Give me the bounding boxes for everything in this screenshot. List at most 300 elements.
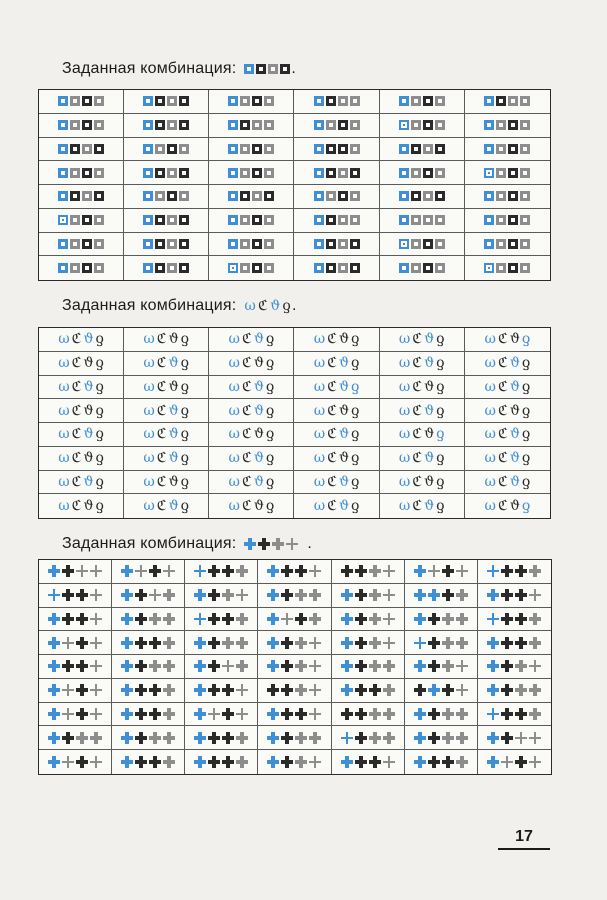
dark-cross-icon <box>442 589 454 601</box>
blue-cross-icon <box>194 660 206 672</box>
dark-cross-icon <box>76 613 88 625</box>
grid-cell <box>258 608 331 632</box>
grid-cell <box>112 608 185 632</box>
gray-square-icon <box>338 263 348 273</box>
gray-cross-icon <box>369 708 381 720</box>
dark-swirl-icon: ℭ <box>156 450 167 467</box>
dark-cross-icon <box>135 637 147 649</box>
dark-cross-icon <box>355 732 367 744</box>
grid-cell <box>405 750 478 774</box>
gray-thin-cross-icon <box>428 565 440 577</box>
dark-square-icon <box>94 144 104 154</box>
gray-thin-cross-icon <box>236 684 248 696</box>
grid-cell <box>39 679 112 703</box>
grid-cell <box>209 494 294 518</box>
grid-cell <box>465 376 550 400</box>
grid-cell <box>478 584 551 608</box>
dark-cross-icon <box>295 613 307 625</box>
dark-swirl-icon: ƍ <box>521 378 531 395</box>
dark-cross-icon <box>62 613 74 625</box>
dark-square-icon <box>326 239 336 249</box>
dark-swirl-icon: ϑ <box>253 355 264 372</box>
dark-cross-icon <box>295 565 307 577</box>
blue-thin-cross-icon <box>194 565 206 577</box>
grid-cell <box>124 447 209 471</box>
dark-swirl-icon: ϑ <box>338 402 349 419</box>
blue-cross-icon <box>341 613 353 625</box>
blue-cross-icon <box>194 589 206 601</box>
title-dot: . <box>307 535 313 552</box>
blue-cross-icon <box>414 732 426 744</box>
blue-square-icon <box>58 215 68 225</box>
blue-swirl-icon: ω <box>398 450 411 467</box>
blue-cross-icon <box>414 708 426 720</box>
gray-cross-icon <box>222 637 234 649</box>
grid-cell <box>39 399 124 423</box>
blue-square-icon <box>143 239 153 249</box>
dark-swirl-icon: ƍ <box>180 473 190 490</box>
gray-thin-cross-icon <box>62 756 74 768</box>
dark-square-icon <box>423 96 433 106</box>
blue-square-icon <box>143 168 153 178</box>
dark-square-icon <box>508 168 518 178</box>
dark-swirl-icon: ƍ <box>95 450 104 467</box>
grid-cell <box>124 352 209 376</box>
gray-thin-cross-icon <box>456 565 468 577</box>
dark-cross-icon <box>515 613 527 625</box>
blue-square-icon <box>484 144 494 154</box>
dark-square-icon <box>423 168 433 178</box>
grid-cell <box>39 584 112 608</box>
grid-cell <box>112 726 185 750</box>
blue-swirl-icon: ω <box>484 450 496 467</box>
grid-cell <box>332 750 405 774</box>
dark-swirl-icon: ƍ <box>180 450 190 467</box>
blue-cross-icon <box>414 565 426 577</box>
blue-swirl-icon: ω <box>313 450 326 467</box>
gray-square-icon <box>435 215 445 225</box>
grid-cell <box>209 399 294 423</box>
dark-cross-icon <box>149 565 161 577</box>
gray-cross-icon <box>236 660 248 672</box>
dark-swirl-icon: ƍ <box>95 402 104 419</box>
blue-swirl-icon: ω <box>228 402 240 419</box>
grid-cell <box>294 114 379 138</box>
grid-cell <box>185 608 258 632</box>
gray-square-icon <box>264 263 274 273</box>
blue-square-icon <box>228 215 238 225</box>
grid-cell <box>294 376 379 400</box>
gray-thin-cross-icon <box>90 684 102 696</box>
dark-square-icon <box>411 191 421 201</box>
gray-thin-cross-icon <box>309 565 321 577</box>
dark-square-icon <box>423 239 433 249</box>
blue-square-icon <box>58 120 68 130</box>
dark-swirl-icon: ℭ <box>412 426 423 443</box>
blue-swirl-icon: ω <box>398 355 411 372</box>
grid-cell <box>39 471 124 495</box>
gray-square-icon <box>82 144 92 154</box>
grid-cell <box>294 185 379 209</box>
gray-thin-cross-icon <box>501 756 513 768</box>
gray-square-icon <box>167 239 177 249</box>
gray-cross-icon <box>90 732 102 744</box>
gray-thin-cross-icon <box>236 708 248 720</box>
blue-swirl-icon: ϑ <box>168 426 179 443</box>
gray-cross-icon <box>295 756 307 768</box>
grid-cell <box>380 423 465 447</box>
dark-swirl-icon: ƍ <box>95 426 104 443</box>
dark-swirl-icon: ϑ <box>424 426 435 443</box>
gray-square-icon <box>70 263 80 273</box>
blue-cross-icon <box>121 756 133 768</box>
grid-cell <box>465 328 550 352</box>
blue-swirl-icon: ϑ <box>338 378 349 395</box>
blue-swirl-icon: ϑ <box>253 378 264 395</box>
blue-swirl-icon: ω <box>143 450 155 467</box>
grid-cell <box>258 655 331 679</box>
gray-cross-icon <box>163 708 175 720</box>
grid-cell <box>112 655 185 679</box>
dark-swirl-icon: ϑ <box>83 402 94 419</box>
gray-thin-cross-icon <box>309 708 321 720</box>
dark-cross-icon <box>355 565 367 577</box>
blue-thin-cross-icon <box>194 613 206 625</box>
dark-swirl-icon: ℭ <box>71 355 82 372</box>
grid-cell <box>478 631 551 655</box>
grid-cell <box>465 233 550 257</box>
dark-swirl-icon: ℭ <box>156 402 167 419</box>
dark-cross-icon <box>135 732 147 744</box>
blue-swirl-icon: ϑ <box>168 450 179 467</box>
gray-square-icon <box>338 168 348 178</box>
gray-square-icon <box>240 144 250 154</box>
gray-cross-icon <box>163 613 175 625</box>
dark-swirl-icon: ℭ <box>412 402 423 419</box>
grid-cell <box>124 328 209 352</box>
blue-swirl-icon: ω <box>398 331 411 348</box>
gray-cross-icon <box>442 637 454 649</box>
gray-square-icon <box>435 168 445 178</box>
dark-swirl-icon: ƍ <box>95 378 104 395</box>
dark-square-icon <box>94 191 104 201</box>
gray-square-icon <box>326 120 336 130</box>
grid-cell <box>124 233 209 257</box>
dark-cross-icon <box>208 732 220 744</box>
grid-cell <box>39 90 124 114</box>
blue-square-icon <box>314 144 324 154</box>
dark-swirl-icon: ℭ <box>241 355 252 372</box>
dark-swirl-icon: ℭ <box>327 355 337 372</box>
gray-square-icon <box>264 120 274 130</box>
blue-swirl-icon: ω <box>143 473 155 490</box>
blue-square-icon <box>314 96 324 106</box>
blue-cross-icon <box>48 660 60 672</box>
blue-swirl-icon: ω <box>58 498 70 515</box>
gray-square-icon <box>520 215 530 225</box>
blue-cross-icon <box>267 708 279 720</box>
gray-cross-icon <box>295 637 307 649</box>
dark-swirl-icon: ƍ <box>436 331 445 348</box>
grid-cell <box>332 584 405 608</box>
blue-swirl-icon: ƍ <box>521 331 531 348</box>
blue-swirl-icon: ω <box>58 402 70 419</box>
gray-square-icon <box>508 96 518 106</box>
dark-swirl-icon: ƍ <box>265 426 275 443</box>
grid-cell <box>380 376 465 400</box>
dark-cross-icon <box>76 684 88 696</box>
dark-square-icon <box>256 64 266 74</box>
blue-cross-icon <box>341 660 353 672</box>
blue-swirl-icon: ϑ <box>424 498 435 515</box>
dark-swirl-icon: ƍ <box>265 498 275 515</box>
blue-square-icon <box>228 168 238 178</box>
gray-cross-icon <box>295 589 307 601</box>
grid-cell <box>380 161 465 185</box>
blue-square-icon <box>399 120 409 130</box>
gray-thin-cross-icon <box>456 684 468 696</box>
grid-cell <box>332 608 405 632</box>
dark-cross-icon <box>62 565 74 577</box>
dark-cross-icon <box>208 637 220 649</box>
dark-swirl-icon: ϑ <box>253 498 264 515</box>
grid-cell <box>332 679 405 703</box>
gray-square-icon <box>94 215 104 225</box>
blue-square-icon <box>244 64 254 74</box>
gray-cross-icon <box>442 613 454 625</box>
blue-square-icon <box>143 191 153 201</box>
grid-cell <box>465 447 550 471</box>
gray-thin-cross-icon <box>529 589 541 601</box>
gray-cross-icon <box>295 732 307 744</box>
gray-thin-cross-icon <box>90 637 102 649</box>
gray-square-icon <box>240 168 250 178</box>
grid-cell <box>294 352 379 376</box>
dark-swirl-icon: ϑ <box>509 402 520 419</box>
grid-cell <box>332 631 405 655</box>
dark-swirl-icon: ℭ <box>156 473 167 490</box>
dark-square-icon <box>155 168 165 178</box>
gray-square-icon <box>94 263 104 273</box>
gray-square-icon <box>435 120 445 130</box>
gray-square-icon <box>326 191 336 201</box>
grid-cell <box>39 256 124 280</box>
dark-swirl-icon: ƍ <box>436 378 445 395</box>
blue-square-icon <box>58 168 68 178</box>
dark-swirl-icon: ℭ <box>71 426 82 443</box>
page-number: 17 <box>498 828 550 850</box>
grid-cell <box>380 209 465 233</box>
blue-swirl-icon: ϑ <box>83 331 94 348</box>
dark-swirl-icon: ℭ <box>241 402 252 419</box>
gray-cross-icon <box>456 708 468 720</box>
dark-cross-icon <box>222 732 234 744</box>
dark-square-icon <box>326 168 336 178</box>
dark-square-icon <box>264 191 274 201</box>
blue-square-icon <box>484 191 494 201</box>
dark-swirl-icon: ƍ <box>521 473 531 490</box>
blue-cross-icon <box>48 708 60 720</box>
blue-swirl-icon: ϑ <box>253 331 264 348</box>
grid-cell <box>124 161 209 185</box>
grid-cell <box>209 352 294 376</box>
gray-cross-icon <box>236 732 248 744</box>
dark-cross-icon <box>515 708 527 720</box>
dark-swirl-icon: ℭ <box>412 378 423 395</box>
grid-cell <box>465 114 550 138</box>
grid-cell <box>112 631 185 655</box>
gray-square-icon <box>350 120 360 130</box>
dark-square-icon <box>179 263 189 273</box>
blue-square-icon <box>314 120 324 130</box>
gray-square-icon <box>240 215 250 225</box>
blue-cross-icon <box>428 684 440 696</box>
blue-square-icon <box>399 144 409 154</box>
blue-square-icon <box>399 168 409 178</box>
dark-cross-icon <box>135 756 147 768</box>
blue-square-icon <box>228 120 238 130</box>
dark-square-icon <box>82 239 92 249</box>
gray-cross-icon <box>295 684 307 696</box>
blue-cross-icon <box>121 732 133 744</box>
dark-swirl-icon: ℭ <box>327 450 337 467</box>
gray-square-icon <box>264 215 274 225</box>
grid-cell <box>39 447 124 471</box>
dark-cross-icon <box>281 565 293 577</box>
blue-square-icon <box>399 239 409 249</box>
blue-swirl-icon: ϑ <box>338 426 349 443</box>
dark-cross-icon <box>281 732 293 744</box>
dark-swirl-icon: ƍ <box>265 473 275 490</box>
blue-cross-icon <box>48 756 60 768</box>
grid-cell <box>209 423 294 447</box>
dark-swirl-icon: ƍ <box>282 298 291 314</box>
grid-cell <box>185 584 258 608</box>
blue-thin-cross-icon <box>414 637 426 649</box>
gray-square-icon <box>70 96 80 106</box>
grid-cell <box>39 631 112 655</box>
blue-swirl-icon: ω <box>313 402 326 419</box>
gray-square-icon <box>94 168 104 178</box>
gray-cross-icon <box>369 637 381 649</box>
blue-thin-cross-icon <box>48 589 60 601</box>
dark-cross-icon <box>76 637 88 649</box>
gray-cross-icon <box>369 660 381 672</box>
dark-cross-icon <box>208 684 220 696</box>
blue-swirl-icon: ω <box>58 473 70 490</box>
blue-cross-icon <box>194 637 206 649</box>
dark-swirl-icon: ƍ <box>265 402 275 419</box>
dark-swirl-icon: ϑ <box>83 498 94 515</box>
dark-cross-icon <box>442 756 454 768</box>
grid-cell <box>39 494 124 518</box>
blue-swirl-icon: ω <box>143 498 155 515</box>
gray-square-icon <box>411 215 421 225</box>
blue-swirl-icon: ƍ <box>521 498 531 515</box>
blue-square-icon <box>314 191 324 201</box>
grid-cell <box>124 185 209 209</box>
gray-square-icon <box>496 239 506 249</box>
dark-cross-icon <box>62 589 74 601</box>
grid-cell <box>332 655 405 679</box>
gray-cross-icon <box>163 756 175 768</box>
blue-cross-icon <box>121 613 133 625</box>
gray-thin-cross-icon <box>149 589 161 601</box>
gray-square-icon <box>496 120 506 130</box>
dark-swirl-icon: ℭ <box>71 498 82 515</box>
dark-swirl-icon: ƍ <box>180 426 190 443</box>
gray-square-icon <box>411 96 421 106</box>
dark-swirl-icon: ℭ <box>412 331 423 348</box>
dark-square-icon <box>350 239 360 249</box>
gray-square-icon <box>179 144 189 154</box>
dark-cross-icon <box>428 708 440 720</box>
dark-swirl-icon: ƍ <box>180 378 190 395</box>
grid-cell <box>209 209 294 233</box>
title-text: Заданная комбинация: <box>62 535 237 552</box>
dark-square-icon <box>508 120 518 130</box>
grid-cell <box>185 655 258 679</box>
dark-swirl-icon: ℭ <box>497 355 508 372</box>
dark-swirl-icon: ϑ <box>424 378 435 395</box>
gray-square-icon <box>411 168 421 178</box>
blue-swirl-icon: ω <box>484 331 496 348</box>
gray-thin-cross-icon <box>281 613 293 625</box>
blue-cross-icon <box>414 613 426 625</box>
grid-cell <box>380 185 465 209</box>
grid-cell <box>465 494 550 518</box>
blue-swirl-icon: ϑ <box>253 402 264 419</box>
dark-swirl-icon: ƍ <box>95 331 104 348</box>
gray-square-icon <box>520 191 530 201</box>
dark-swirl-icon: ℭ <box>327 426 337 443</box>
dark-square-icon <box>280 64 290 74</box>
dark-cross-icon <box>135 660 147 672</box>
blue-swirl-icon: ω <box>228 331 240 348</box>
gray-square-icon <box>496 191 506 201</box>
dark-cross-icon <box>76 708 88 720</box>
blue-swirl-icon: ƍ <box>436 426 445 443</box>
grid-cell <box>332 703 405 727</box>
grid-cell <box>124 494 209 518</box>
dark-square-icon <box>411 144 421 154</box>
grid-cell <box>405 703 478 727</box>
blue-cross-icon <box>414 756 426 768</box>
blue-square-icon <box>58 263 68 273</box>
dark-square-icon <box>508 239 518 249</box>
gray-thin-cross-icon <box>515 732 527 744</box>
dark-cross-icon <box>208 613 220 625</box>
blue-cross-icon <box>267 637 279 649</box>
blue-cross-icon <box>487 660 499 672</box>
grid-cell <box>185 726 258 750</box>
grid-cell <box>124 471 209 495</box>
gray-square-icon <box>240 239 250 249</box>
dark-square-icon <box>338 120 348 130</box>
dark-swirl-icon: ƍ <box>350 331 360 348</box>
dark-square-icon <box>179 215 189 225</box>
blue-swirl-icon: ϑ <box>509 473 520 490</box>
grid-cell <box>465 161 550 185</box>
dark-cross-icon <box>341 565 353 577</box>
blue-square-icon <box>314 168 324 178</box>
grid-cell <box>185 560 258 584</box>
dark-swirl-icon: ƍ <box>436 355 445 372</box>
blue-square-icon <box>399 263 409 273</box>
grid-cell <box>39 423 124 447</box>
dark-cross-icon <box>355 613 367 625</box>
gray-square-icon <box>167 168 177 178</box>
